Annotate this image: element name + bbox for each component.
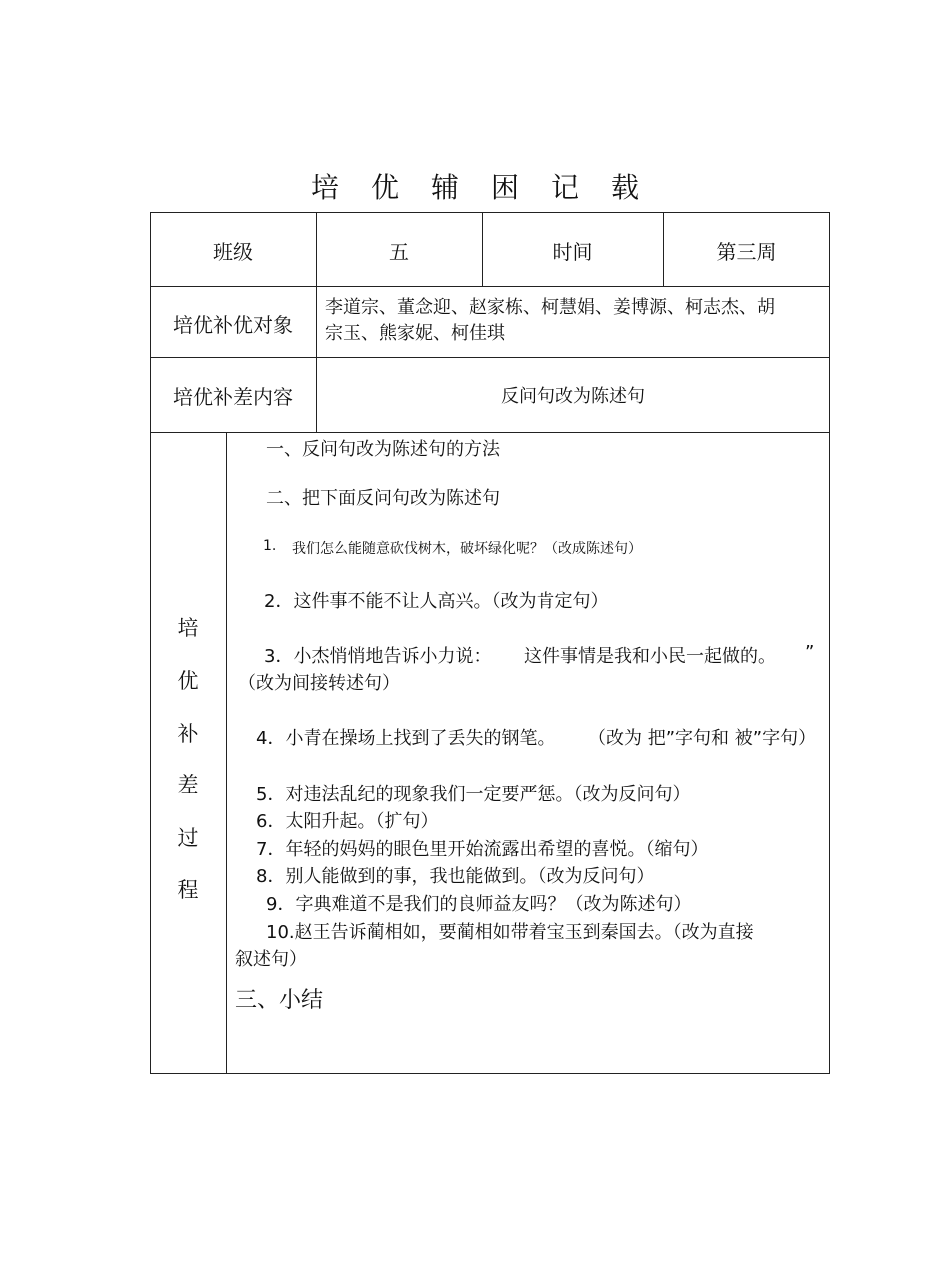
exercise-item: 7．年轻的妈妈的眼色里开始流露出希望的喜悦。（缩句） (256, 839, 709, 860)
process-label-char: 补 (177, 722, 199, 746)
title-char: 辅 (430, 171, 459, 204)
time-label: 时间 (552, 240, 593, 264)
exercise-item: 我们怎么能随意砍伐树木，破坏绿化呢？（改成陈述句） (292, 541, 642, 557)
process-label-char: 程 (177, 878, 199, 902)
exercise-item: 3．小杰悄悄地告诉小力说： (264, 646, 492, 667)
column-divider (226, 432, 227, 1074)
student-list (325, 295, 820, 347)
targets-label: 培优补优对象 (173, 313, 293, 337)
exercise-item: 8．别人能做到的事，我也能做到。（改为反问句） (256, 866, 655, 887)
student-list-line: 宗玉、熊家妮、柯佳琪 (325, 323, 505, 344)
row-divider (150, 286, 830, 287)
exercise-item: 9．字典难道不是我们的良师益友吗？（改为陈述句） (266, 894, 692, 915)
exercise-item: 5．对违法乱纪的现象我们一定要严惩。（改为反问句） (256, 784, 691, 805)
time-value: 第三周 (716, 240, 777, 264)
exercise-item-number: 1. (263, 538, 277, 554)
exercise-item: 4．小青在操场上找到了丢失的钢笔。 (256, 728, 556, 749)
title-char: 载 (610, 171, 639, 204)
exercise-item-note: （改为 把”字句和 被”字句） (588, 728, 817, 749)
content-value: 反问句改为陈述句 (501, 386, 645, 407)
title-char: 培 (310, 171, 339, 204)
exercise-item: 6．太阳升起。（扩句） (256, 811, 439, 832)
exercise-item-mark: ” (805, 642, 815, 663)
row-divider (150, 357, 830, 358)
title-char: 困 (490, 171, 519, 204)
exercise-item-quote: 这件事情是我和小民一起做的。 (524, 646, 776, 667)
process-label-char: 过 (177, 826, 199, 850)
class-label: 班级 (213, 240, 253, 264)
section-heading: 一、反问句改为陈述句的方法 (266, 439, 500, 460)
title-char: 记 (550, 171, 579, 204)
exercise-item-continued: 叙述句） (235, 949, 307, 970)
content-label: 培优补差内容 (173, 385, 293, 409)
process-label-char: 差 (177, 773, 199, 797)
student-list-line: 李道宗、董念迎、赵家栋、柯慧娟、姜博源、柯志杰、胡 (325, 297, 775, 318)
class-value: 五 (389, 240, 409, 264)
row-divider (150, 432, 830, 433)
process-label-char: 培 (177, 616, 199, 640)
exercise-item: 10.赵王告诉蔺相如，要蔺相如带着宝玉到秦国去。（改为直接 (266, 922, 754, 943)
document-title (0, 166, 950, 206)
section-heading: 三、小结 (235, 988, 324, 1013)
exercise-item: 2．这件事不能不让人高兴。（改为肯定句） (264, 591, 609, 612)
section-heading: 二、把下面反问句改为陈述句 (266, 488, 500, 509)
title-char: 优 (370, 171, 399, 204)
exercise-item-note: （改为间接转述句） (238, 673, 400, 694)
process-label-char: 优 (177, 669, 199, 693)
